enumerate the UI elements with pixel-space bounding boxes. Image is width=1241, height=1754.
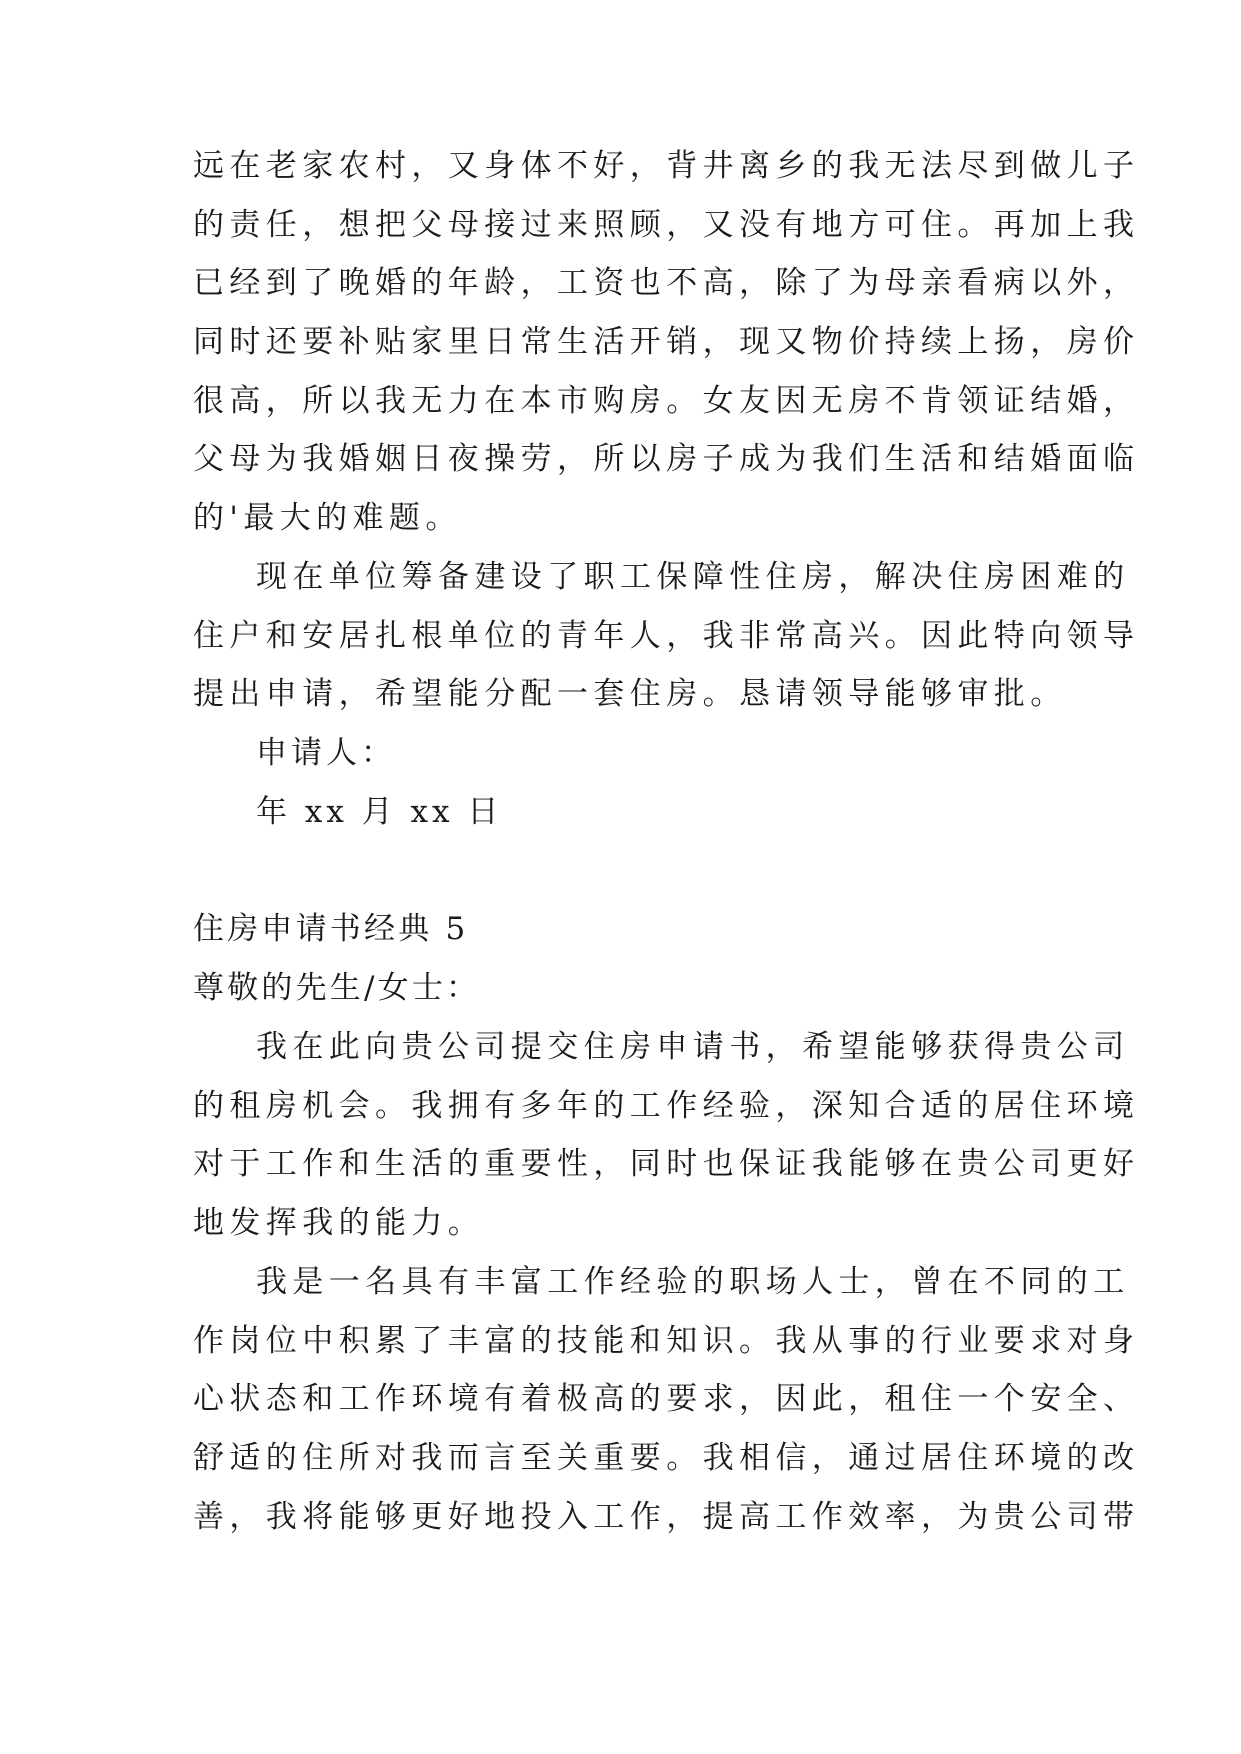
text-line: 已经到了晚婚的年龄，工资也不高，除了为母亲看病以外， <box>193 265 1140 302</box>
text-line: 的租房机会。我拥有多年的工作经验，深知合适的居住环境 <box>193 1087 1140 1124</box>
text-line: 舒适的住所对我而言至关重要。我相信，通过居住环境的改 <box>193 1440 1140 1477</box>
text-line: 同时还要补贴家里日常生活开销，现又物价持续上扬，房价 <box>193 324 1140 361</box>
letter2-paragraph-2 <box>193 1253 1140 1546</box>
letter1-paragraph-1 <box>193 137 1140 548</box>
letter1-paragraph-2 <box>193 548 1140 724</box>
letter2-paragraph-1 <box>193 1018 1140 1253</box>
text-line: 善，我将能够更好地投入工作，提高工作效率，为贵公司带 <box>193 1498 1140 1535</box>
applicant-label: 申请人： <box>256 735 396 771</box>
text-line: 作岗位中积累了丰富的技能和知识。我从事的行业要求对身 <box>193 1322 1140 1359</box>
text-line: 远在老家农村，又身体不好，背井离乡的我无法尽到做儿子 <box>193 148 1140 184</box>
text-line: 现在单位筹备建设了职工保障性住房，解决住房困难的 <box>256 559 1130 595</box>
text-line: 对于工作和生活的重要性，同时也保证我能够在贵公司更好 <box>193 1146 1140 1183</box>
text-line: 提出申请，希望能分配一套住房。恳请领导能够审批。 <box>193 676 1067 713</box>
text-line: 住户和安居扎根单位的青年人，我非常高兴。因此特向领导 <box>193 617 1140 654</box>
text-line: 父母为我婚姻日夜操劳，所以房子成为我们生活和结婚面临 <box>193 441 1140 478</box>
text-line: 很高，所以我无力在本市购房。女友因无房不肯领证结婚， <box>193 382 1140 419</box>
text-line: 心状态和工作环境有着极高的要求，因此，租住一个安全、 <box>193 1381 1140 1418</box>
section-title: 住房申请书经典 5 <box>193 911 469 947</box>
text-line: 的责任，想把父母接过来照顾，又没有地方可住。再加上我 <box>193 206 1140 243</box>
text-line: 我在此向贵公司提交住房申请书，希望能够获得贵公司 <box>256 1029 1130 1065</box>
text-line: 我是一名具有丰富工作经验的职场人士，曾在不同的工 <box>256 1264 1130 1300</box>
text-line: 的'最大的难题。 <box>193 500 462 537</box>
salutation: 尊敬的先生/女士： <box>193 970 481 1006</box>
text-line: 地发挥我的能力。 <box>193 1205 485 1242</box>
date-line: 年 xx 月 xx 日 <box>256 794 503 830</box>
